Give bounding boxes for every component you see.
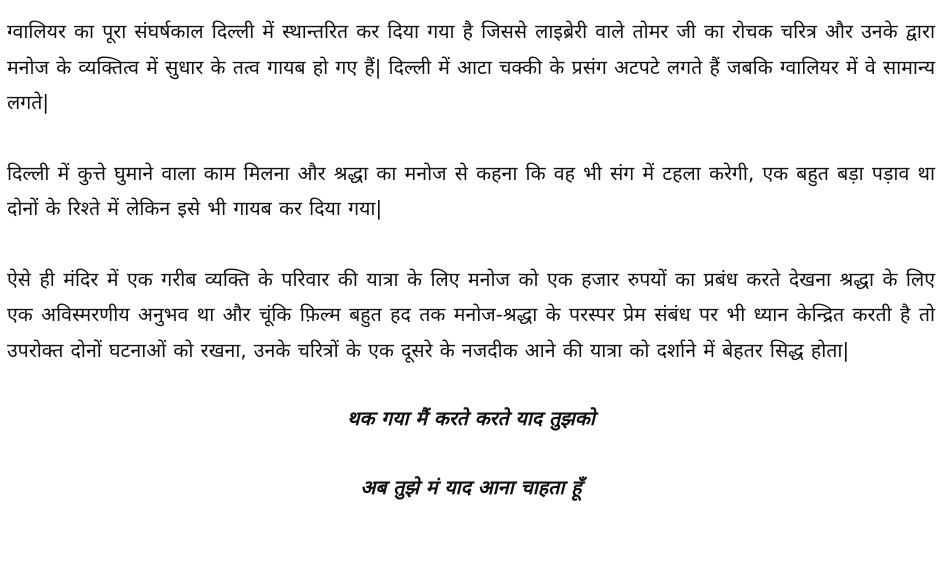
- paragraph-temple-family: ऐसे ही मंदिर में एक गरीब व्यक्ति के परिवार की यात्रा के लिए मनोज को एक हजार रुपयों का प्रबंध करते देखना श्रद्धा के लिए एक अविस्मरणीय अनुभव था और चूंकि फ़िल्म बहुत हद तक मनोज-श्रद्धा के परस्पर प्रेम संबंध पर भी ध्यान केन्द्रित करती है तो उपरोक्त दोनों घटनाओं को रखना, उनके चरित्रों के एक दूसरे के नजदीक आने की यात्रा को दर्शाने में बेहतर सिद्ध होता|: [7, 267, 935, 362]
- verse-line-2: अब तुझे मं याद आना चाहता हूँ: [360, 476, 582, 499]
- article-body: [7, 14, 935, 505]
- paragraph-gwalior-delhi: ग्वालियर का पूरा संघर्षकाल दिल्ली में स्थान्तरित कर दिया गया है जिससे लाइब्रेरी वाले तोमर जी का रोचक चरित्र और उनके द्वारा मनोज के व्यक्तित्व में सुधार के तत्व गायब हो गए हैं| दिल्ली में आटा चक्की के प्रसंग अटपटे लगते हैं जबकि ग्वालियर में वे सामान्य लगते|: [7, 20, 935, 114]
- verse-line-1: थक गया मैं करते करते याद तुझको: [347, 407, 595, 430]
- paragraph-dog-walking: दिल्ली में कुत्ते घुमाने वाला काम मिलना और श्रद्धा का मनोज से कहना कि वह भी संग में टहला करेगी, एक बहुत बड़ा पड़ाव था दोनों के रिश्ते में लेकिन इसे भी गायब कर दिया गया|: [7, 161, 935, 220]
